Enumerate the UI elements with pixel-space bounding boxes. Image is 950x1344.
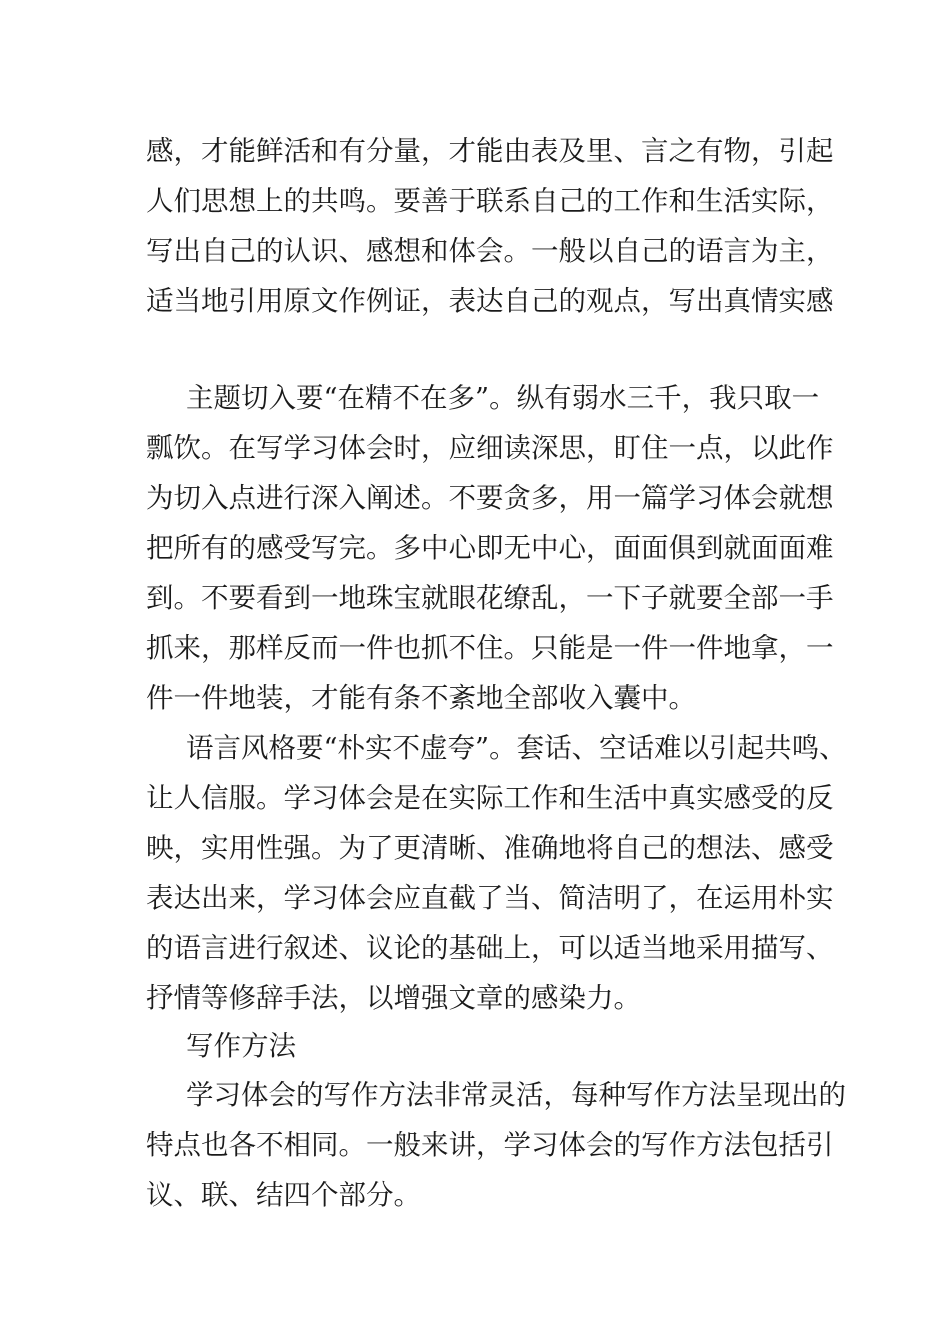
para-theme-line-3: 为切入点进行深入阐述。不要贪多，用一篇学习体会就想 <box>146 482 834 514</box>
para-theme-line-7: 件一件地装，才能有条不紊地全部收入囊中。 <box>146 682 696 714</box>
para-intro-line-3: 写出自己的认识、感想和体会。一般以自己的语言为主， <box>146 235 834 267</box>
para-style-line-6: 抒情等修辞手法，以增强文章的感染力。 <box>146 982 641 1014</box>
para-intro-line-1: 感，才能鲜活和有分量，才能由表及里、言之有物，引起 <box>146 135 834 167</box>
para-theme-line-4: 把所有的感受写完。多中心即无中心，面面俱到就面面难 <box>146 532 834 564</box>
para-style-line-2: 让人信服。学习体会是在实际工作和生活中真实感受的反 <box>146 782 834 814</box>
section-heading: 写作方法 <box>186 1030 296 1062</box>
para-style-line-5: 的语言进行叙述、议论的基础上，可以适当地采用描写、 <box>146 932 834 964</box>
para-method-line-2: 特点也各不相同。一般来讲，学习体会的写作方法包括引 <box>146 1129 834 1161</box>
para-method-line-3: 议、联、结四个部分。 <box>146 1179 421 1211</box>
para-theme-line-2: 瓢饮。在写学习体会时，应细读深思，盯住一点，以此作 <box>146 432 834 464</box>
para-style-line-4: 表达出来，学习体会应直截了当、简洁明了，在运用朴实 <box>146 882 834 914</box>
para-theme-line-5: 到。不要看到一地珠宝就眼花缭乱，一下子就要全部一手 <box>146 582 834 614</box>
para-style-line-1: 语言风格要“朴实不虚夸”。套话、空话难以引起共鸣、 <box>186 732 847 764</box>
para-theme-line-6: 抓来，那样反而一件也抓不住。只能是一件一件地拿，一 <box>146 632 834 664</box>
para-intro-line-4: 适当地引用原文作例证，表达自己的观点，写出真情实感 <box>146 285 834 317</box>
para-method-line-1: 学习体会的写作方法非常灵活，每种写作方法呈现出的 <box>186 1079 846 1111</box>
para-intro-line-2: 人们思想上的共鸣。要善于联系自己的工作和生活实际， <box>146 185 834 217</box>
para-theme-line-1: 主题切入要“在精不在多”。纵有弱水三千，我只取一 <box>186 382 820 414</box>
para-style-line-3: 映，实用性强。为了更清晰、准确地将自己的想法、感受 <box>146 832 834 864</box>
